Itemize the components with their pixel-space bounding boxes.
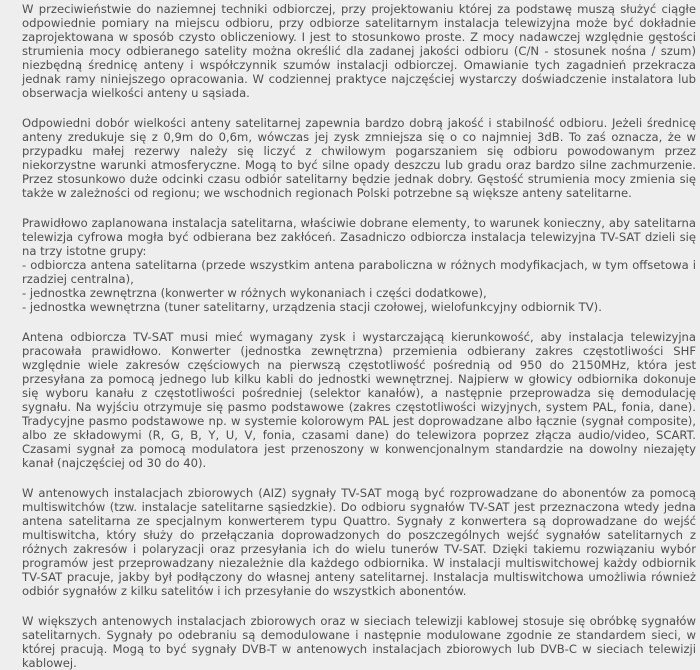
paragraph-multiswitch: W antenowych instalacjach zbiorowych (AIZ) sygnały TV-SAT mogą być rozprowadzane do abonentów za pomocą multiswitchów (tzw. instalacje satelitarne sąsiedzkie). Do odbioru sygnałów TV-SAT jest przeznaczona wtedy jedna antena satelitarna ze specjalnym konwerterem typu Quattro. Sygnały z konwertera są doprowadzane do wejść multiswitcha, który służy do przełączania doprowadzonych do poszczególnych wejść sygnałów satelitarnych z różnych zakresów i polaryzacji oraz przesyłania ich do wielu tunerów TV-SAT. Dzięki takiemu rozwiązaniu wybór programów jest przeprowadzany niezależnie dla każdego odbiornika. W instalacji multiswitchowej każdy odbiornik TV-SAT pracuje, jakby był podłączony do własnej anteny satelitarnej. Instalacja multiswitchowa umożliwia również odbiór sygnałów z kilku satelitów i ich przesyłanie do wszystkich abonentów. <box>22 486 696 598</box>
paragraph-antenna-size: Odpowiedni dobór wielkości anteny satelitarnej zapewnia bardzo dobrą jakość i stabilność odbioru. Jeżeli średnicę anteny zredukuje się z 0,9m do 0,6m, wówczas jej zysk zmniejsza się o co najmniej 3dB. To zaś oznacza, że w przypadku małej rezerwy należy się liczyć z chwilowym pogarszaniem się odbioru powodowanym przez niekorzystne warunki atmosferyczne. Mogą to być silne opady deszczu lub gradu oraz bardzo silne zachmurzenie. Przez stosunkowo duże odcinki czasu odbiór satelitarny będzie jednak dobry. Gęstość strumienia mocy zmienia się także w zależności od regionu; we wschodnich regionach Polski potrzebne są większe anteny satelitarne. <box>22 116 696 200</box>
article-body <box>22 0 696 670</box>
paragraph-installation-groups: Prawidłowo zaplanowana instalacja satelitarna, właściwie dobrane elementy, to warunek konieczny, aby satelitarna telewizja cyfrowa mogła być odbierana bez zakłóceń. Zasadniczo odbiorcza instalacja telewizyjna TV-SAT dzieli się na trzy istotne grupy: - odbiorcza antena satelitarna (przede wszystkim antena paraboliczna w różnych modyfikacjach, w tym offsetowa i rzadziej centralna), - jednostka zewnętrzna (konwerter w różnych wykonaniach i części dodatkowe), - jednostka wewnętrzna (tuner satelitarny, urządzenia stacji czołowej, wielofunkcyjny odbiornik TV). <box>22 216 696 314</box>
paragraph-cable-networks: W większych antenowych instalacjach zbiorowych oraz w sieciach telewizji kablowej stosuje się obróbkę sygnałów satelitarnych. Sygnały po odebraniu są demodulowane i następnie modulowane zgodnie ze standardem sieci, w której pracują. Mogą to być sygnały DVB-T w antenowych instalacjach zbiorowych lub DVB-C w sieciach telewizji kablowej. <box>22 614 696 670</box>
paragraph-converter: Antena odbiorcza TV-SAT musi mieć wymagany zysk i wystarczającą kierunkowość, aby instalacja telewizyjna pracowała prawidłowo. Konwerter (jednostka zewnętrzna) przemienia odbierany zakres częstotliwości SHF względnie wiele zakresów częściowych na pierwszą częstotliwość pośrednią od 950 do 2150MHz, która jest przesyłana za pomocą jednego lub kilku kabli do jednostki wewnętrznej. Najpierw w głowicy odbiornika dokonuje się wyboru kanału z częstotliwości pośredniej (selektor kanałów), a następnie przeprowadza się demodulację sygnału. Na wyjściu otrzymuje się pasmo podstawowe (zakres częstotliwości wizyjnych, system PAL, fonia, dane). Tradycyjne pasmo podstawowe np. w systemie kolorowym PAL jest doprowadzane albo łącznie (sygnał composite), albo ze składowymi (R, G, B, Y, U, V, fonia, czasami dane) do telewizora poprzez złącza audio/video, SCART. Czasami sygnał za pomocą modulatora jest przenoszony w konwencjonalnym standardzie na dowolny niezajęty kanał (najczęściej od 30 do 40). <box>22 330 696 470</box>
paragraph-intro: W przeciwieństwie do naziemnej techniki odbiorczej, przy projektowaniu której za podstawę muszą służyć ciągłe odpowiednie pomiary na miejscu odbioru, przy odbiorze satelitarnym instalacja telewizyjna może być dokładnie zaprojektowana w sposób czysto obliczeniowy. I jest to stosunkowo proste. Z mocy nadawczej względnie gęstości strumienia mocy odbieranego satelity można określić dla zadanej jakości odbioru (C/N - stosunek nośna / szum) niezbędną średnicę anteny i współczynnik szumów instalacji odbiorczej. Omawianie tych zagadnień przekracza jednak ramy niniejszego opracowania. W codziennej praktyce najczęściej wystarczy doświadczenie instalatora lub obserwacja wielkości anteny u sąsiada. <box>22 2 696 100</box>
